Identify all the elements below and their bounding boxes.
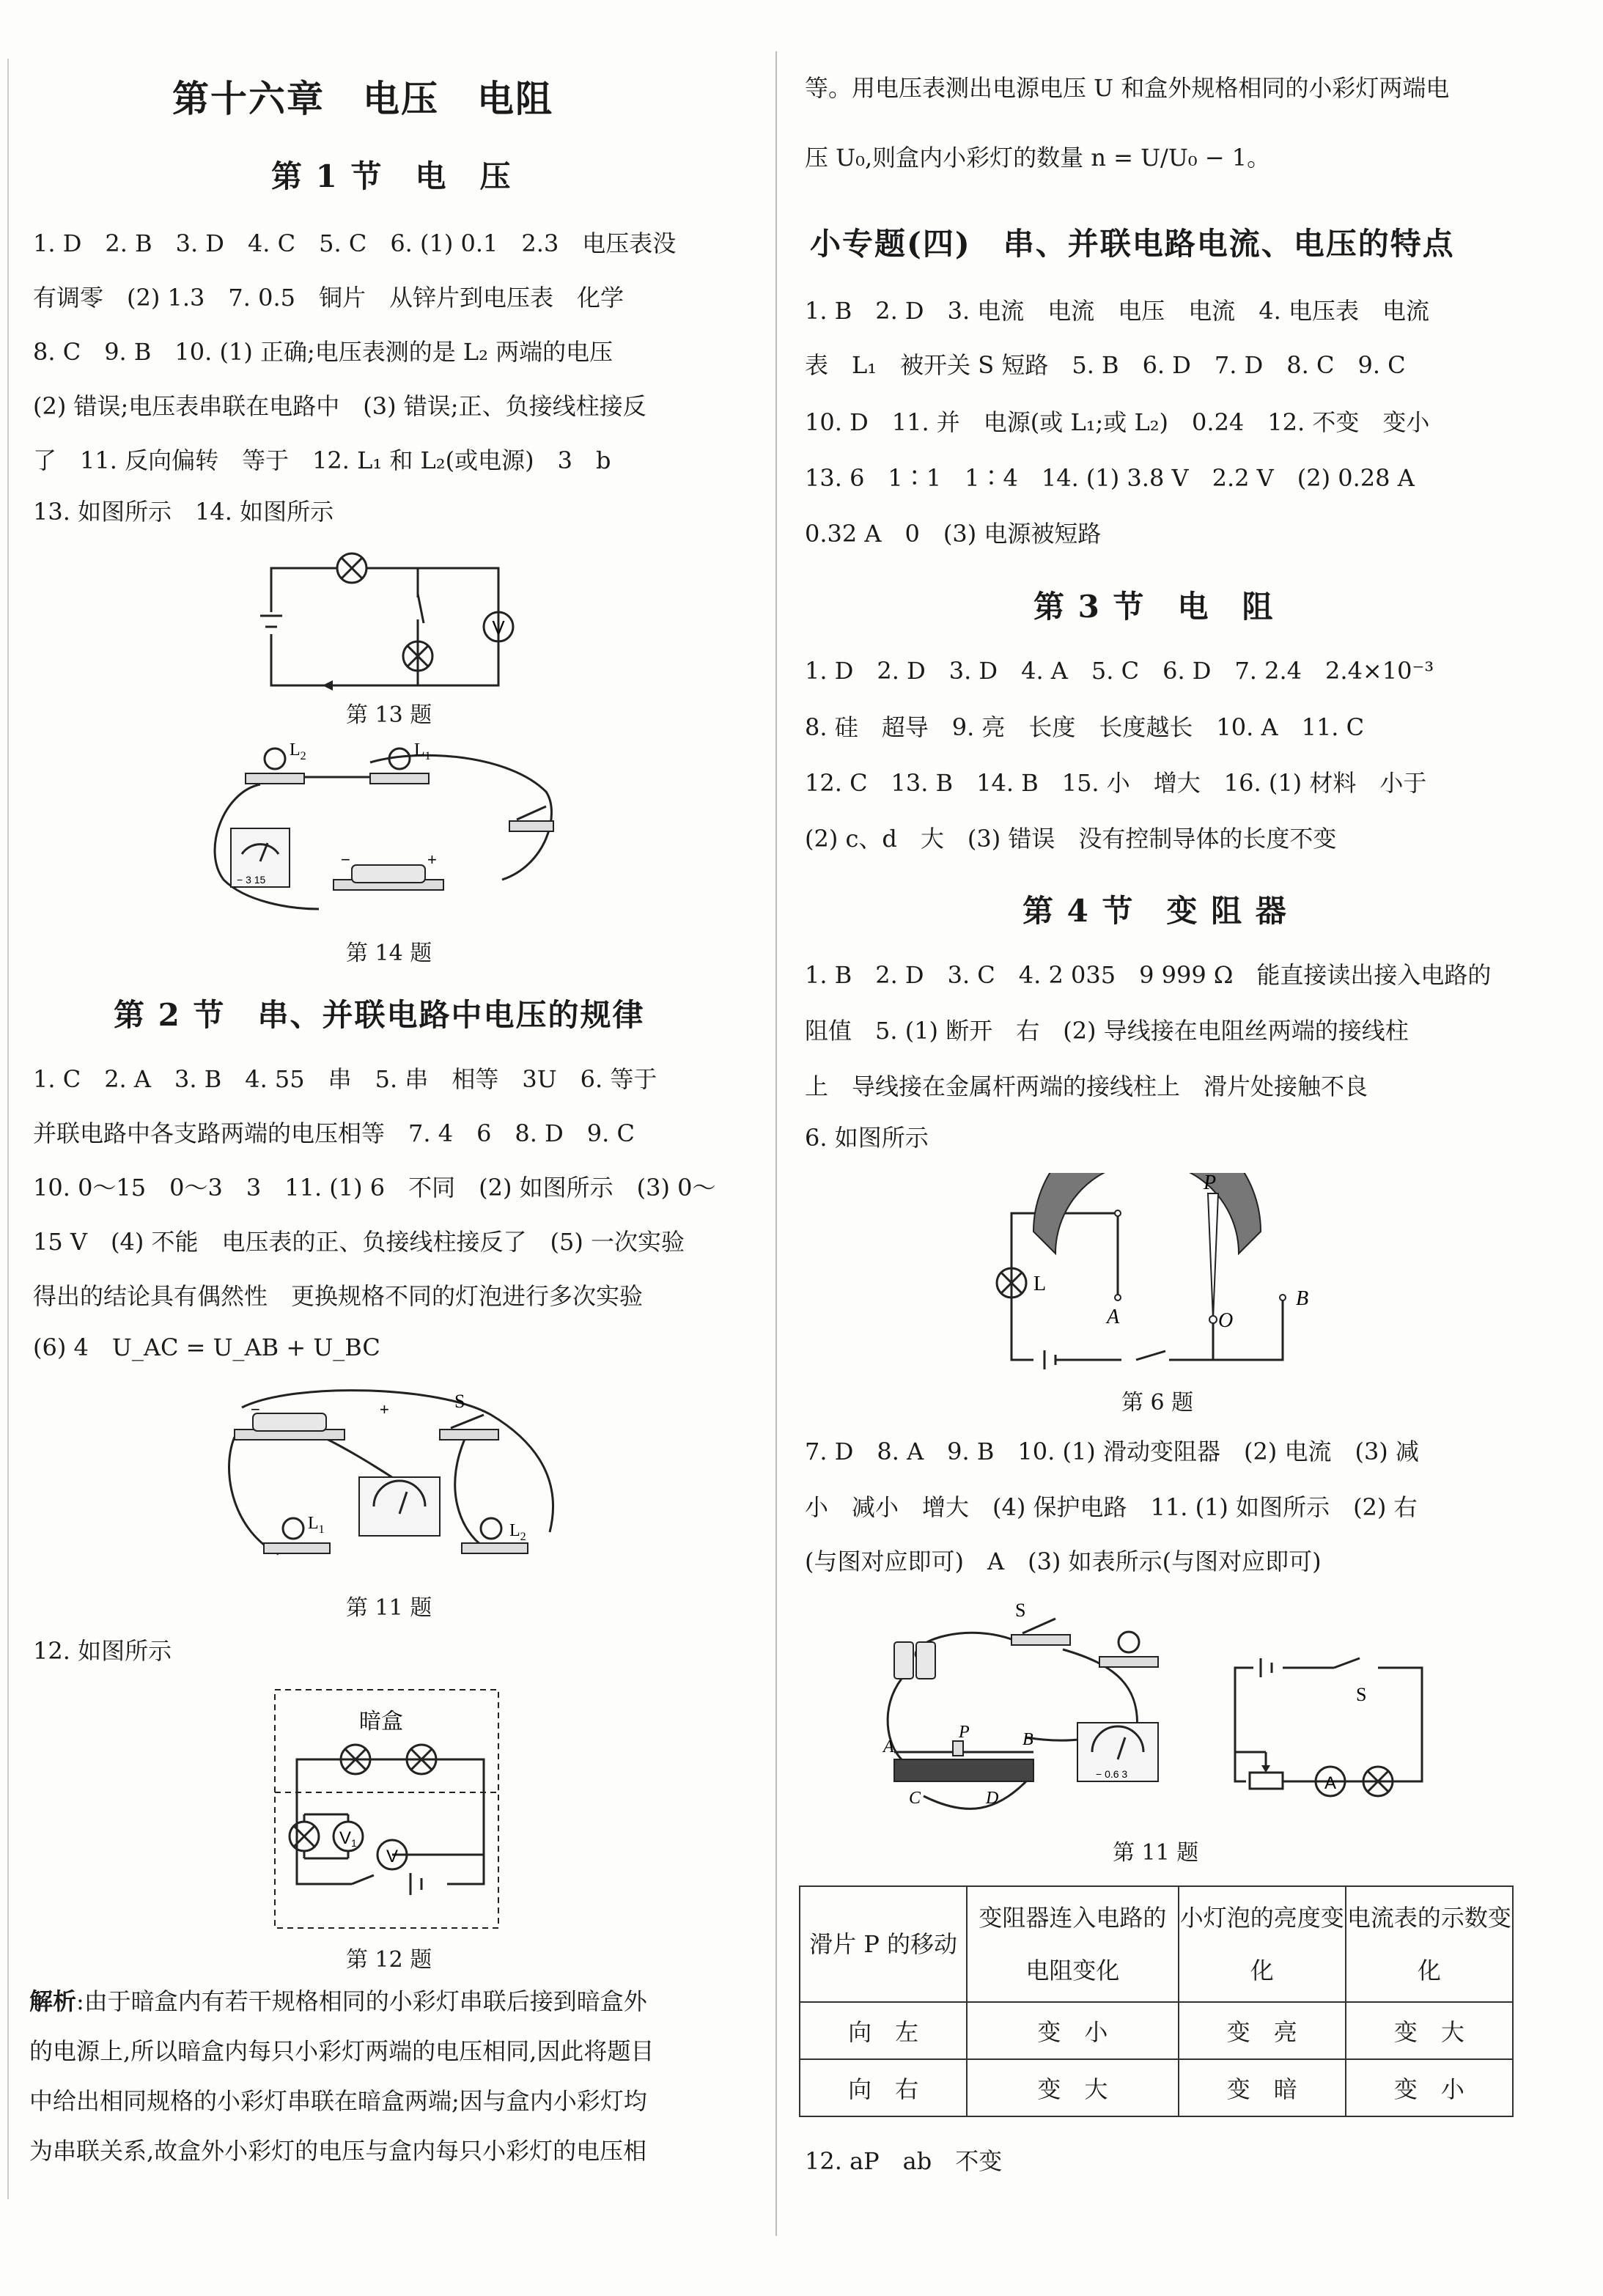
voltmeter-label: V [492, 617, 505, 639]
switch-s-label-sec4: S [1015, 1600, 1026, 1621]
figure-12-caption: 第 12 题 [346, 1947, 432, 1973]
svg-text:P: P [959, 1723, 970, 1742]
svg-text:− 0.6 3: − 0.6 3 [1096, 1768, 1128, 1780]
answer-line: 10. D 11. 并 电源(或 L₁;或 L₂) 0.24 12. 不变 变小 [805, 408, 1430, 436]
table-cell: 变 小 [1346, 2059, 1513, 2116]
figure-11-sec2-caption: 第 11 题 [346, 1595, 432, 1621]
answer-line: 15 V (4) 不能 电压表的正、负接线柱接反了 (5) 一次实验 [33, 1228, 685, 1256]
svg-text:−: − [251, 1400, 260, 1419]
terminal-b-label: B [1296, 1287, 1309, 1310]
table-cell: 变 亮 [1179, 2002, 1346, 2059]
figure-11-sec2-physical-circuit [220, 1386, 572, 1583]
answer-table [799, 1885, 1514, 2117]
answer-line: (6) 4 U_AC = U_AB + U_BC [33, 1333, 380, 1361]
figure-13-caption: 第 13 题 [346, 702, 432, 728]
answer-line: 6. 如图所示 [805, 1124, 929, 1152]
lamp-l-label: L [1033, 1273, 1047, 1295]
figure-11-sec4-schematic [1224, 1642, 1444, 1803]
analysis-line-1 [29, 1987, 647, 2016]
section-4-title: 第 4 节 变 阻 器 [1022, 893, 1288, 929]
answer-line: 得出的结论具有偶然性 更换规格不同的灯泡进行多次实验 [33, 1282, 644, 1310]
special-topic-title: 小专题(四) 串、并联电路电流、电压的特点 [810, 226, 1455, 262]
svg-text:L2: $L_2$ [290, 740, 306, 762]
svg-text:V1: V1 [339, 1828, 357, 1849]
answer-line: (与图对应即可) A (3) 如表所示(与图对应即可) [805, 1548, 1322, 1575]
answer-line: 上 导线接在金属杆两端的接线柱上 滑片处接触不良 [805, 1072, 1368, 1100]
q12-answer-line: 12. aP ab 不变 [805, 2147, 1003, 2175]
table-cell: 变 大 [1346, 2002, 1513, 2059]
answer-line: 0.32 A 0 (3) 电源被短路 [805, 520, 1102, 548]
ammeter-label: A [1324, 1773, 1337, 1793]
answer-line: 12. C 13. B 14. B 15. 小 增大 16. (1) 材料 小于 [805, 769, 1427, 797]
answer-line: (2) 错误;电压表串联在电路中 (3) 错误;正、负接线柱接反 [33, 392, 646, 420]
analysis-formula-line: 压 U₀,则盒内小彩灯的数量 n = U/U₀ − 1。 [805, 144, 1271, 172]
analysis-label: 解析 [29, 1987, 77, 2015]
figure-12-dark-box-circuit [271, 1686, 506, 1935]
terminal-a-label: A [1107, 1306, 1120, 1328]
table-cell: 向 左 [800, 2002, 967, 2059]
answer-line: 阻值 5. (1) 断开 右 (2) 导线接在电阻丝两端的接线柱 [805, 1017, 1409, 1045]
analysis-line: 为串联关系,故盒外小彩灯的电压与盒内每只小彩灯的电压相 [29, 2137, 647, 2165]
dark-box-label: 暗盒 [359, 1709, 403, 1734]
table-header-cell: 小灯泡的亮度变化 [1179, 1886, 1346, 2002]
answer-line: 13. 如图所示 14. 如图所示 [33, 498, 334, 526]
answer-line: (2) c、d 大 (3) 错误 没有控制导体的长度不变 [805, 825, 1337, 853]
figure-11-sec4-caption: 第 11 题 [1113, 1840, 1199, 1866]
answer-line: 1. D 2. D 3. D 4. A 5. C 6. D 7. 2.4 2.4×10⁻³ [805, 657, 1434, 685]
table-header-cell: 滑片 P 的移动 [800, 1886, 967, 2002]
chapter-title: 第十六章 电压 电阻 [172, 77, 553, 120]
answer-line: 8. 硅 超导 9. 亮 长度 长度越长 10. A 11. C [805, 713, 1365, 741]
table-header-cell: 变阻器连入电路的电阻变化 [967, 1886, 1178, 2002]
svg-text:B: B [1022, 1730, 1033, 1749]
svg-text:S: S [1356, 1684, 1367, 1705]
svg-text:−: − [341, 850, 350, 869]
pointer-p-label: P [1204, 1173, 1217, 1194]
analysis-text: :由于暗盒内有若干规格相同的小彩灯串联后接到暗盒外 [76, 1987, 647, 2015]
figure-6-rheostat-circuit [990, 1173, 1312, 1386]
answer-line: 7. D 8. A 9. B 10. (1) 滑动变阻器 (2) 电流 (3) 减 [805, 1438, 1419, 1465]
figure-14-physical-circuit [202, 733, 568, 931]
svg-text:L1: $L_1$ [414, 740, 431, 762]
svg-text:+: + [380, 1400, 389, 1419]
table-cell: 变 暗 [1179, 2059, 1346, 2116]
answer-line: 了 11. 反向偏转 等于 12. L₁ 和 L₂(或电源) 3 b [33, 446, 611, 474]
answer-line: 并联电路中各支路两端的电压相等 7. 4 6 8. D 9. C [33, 1119, 635, 1147]
section-2-title: 第 2 节 串、并联电路中电压的规律 [114, 997, 645, 1033]
svg-text:L2: $L_2$ [509, 1521, 526, 1543]
figure-6-caption: 第 6 题 [1121, 1390, 1194, 1416]
q12-heading: 12. 如图所示 [33, 1637, 172, 1665]
switch-s-label: S [454, 1391, 465, 1412]
answer-line: 1. C 2. A 3. B 4. 55 串 5. 串 相等 3U 6. 等于 [33, 1065, 657, 1093]
svg-text:A: A [883, 1737, 894, 1756]
section-3-title: 第 3 节 电 阻 [1033, 589, 1275, 625]
figure-14-caption: 第 14 题 [346, 941, 432, 966]
answer-line: 10. 0～15 0～3 3 11. (1) 6 不同 (2) 如图所示 (3) 0～ [33, 1174, 716, 1202]
svg-text:− 3 15: − 3 15 [237, 874, 266, 886]
figure-11-sec4-physical-circuit [880, 1598, 1187, 1833]
answer-line: 8. C 9. B 10. (1) 正确;电压表测的是 L₂ 两端的电压 [33, 338, 613, 366]
column-divider [775, 51, 777, 2236]
table-row [800, 2002, 1513, 2059]
terminal-c-label: C [909, 1789, 921, 1808]
answer-line: 13. 6 1∶1 1∶4 14. (1) 3.8 V 2.2 V (2) 0.28 A [805, 464, 1415, 492]
answer-line: 1. D 2. B 3. D 4. C 5. C 6. (1) 0.1 2.3 电压表没 [33, 229, 677, 257]
answer-line: 1. B 2. D 3. 电流 电流 电压 电流 4. 电压表 电流 [805, 297, 1429, 325]
section-1-title: 第 1 节 电 压 [271, 158, 512, 194]
analysis-continued-line: 等。用电压表测出电源电压 U 和盒外规格相同的小彩灯两端电 [805, 74, 1450, 102]
analysis-line: 的电源上,所以暗盒内每只小彩灯两端的电压相同,因此将题目 [29, 2037, 655, 2065]
table-header-row [800, 1886, 1513, 2002]
analysis-line: 中给出相同规格的小彩灯串联在暗盒两端;因与盒内小彩灯均 [29, 2087, 647, 2115]
table-cell: 向 右 [800, 2059, 967, 2116]
page-edge-line [7, 59, 9, 2199]
table-cell: 变 小 [967, 2002, 1178, 2059]
answer-line: 表 L₁ 被开关 S 短路 5. B 6. D 7. D 8. C 9. C [805, 351, 1406, 379]
terminal-o-label: O [1218, 1309, 1234, 1332]
svg-text:L1: $L_1$ [308, 1514, 325, 1536]
answer-line: 1. B 2. D 3. C 4. 2 035 9 999 Ω 能直接读出接入电路的 [805, 961, 1492, 989]
terminal-d-label: D [986, 1789, 999, 1808]
answer-line: 小 减小 增大 (4) 保护电路 11. (1) 如图所示 (2) 右 [805, 1493, 1418, 1521]
figure-13-circuit [257, 546, 520, 700]
svg-text:V: V [386, 1847, 399, 1866]
table-header-cell: 电流表的示数变化 [1346, 1886, 1513, 2002]
table-cell: 变 大 [967, 2059, 1178, 2116]
svg-text:+: + [427, 850, 437, 869]
answer-line: 有调零 (2) 1.3 7. 0.5 铜片 从锌片到电压表 化学 [33, 284, 624, 312]
table-row [800, 2059, 1513, 2116]
